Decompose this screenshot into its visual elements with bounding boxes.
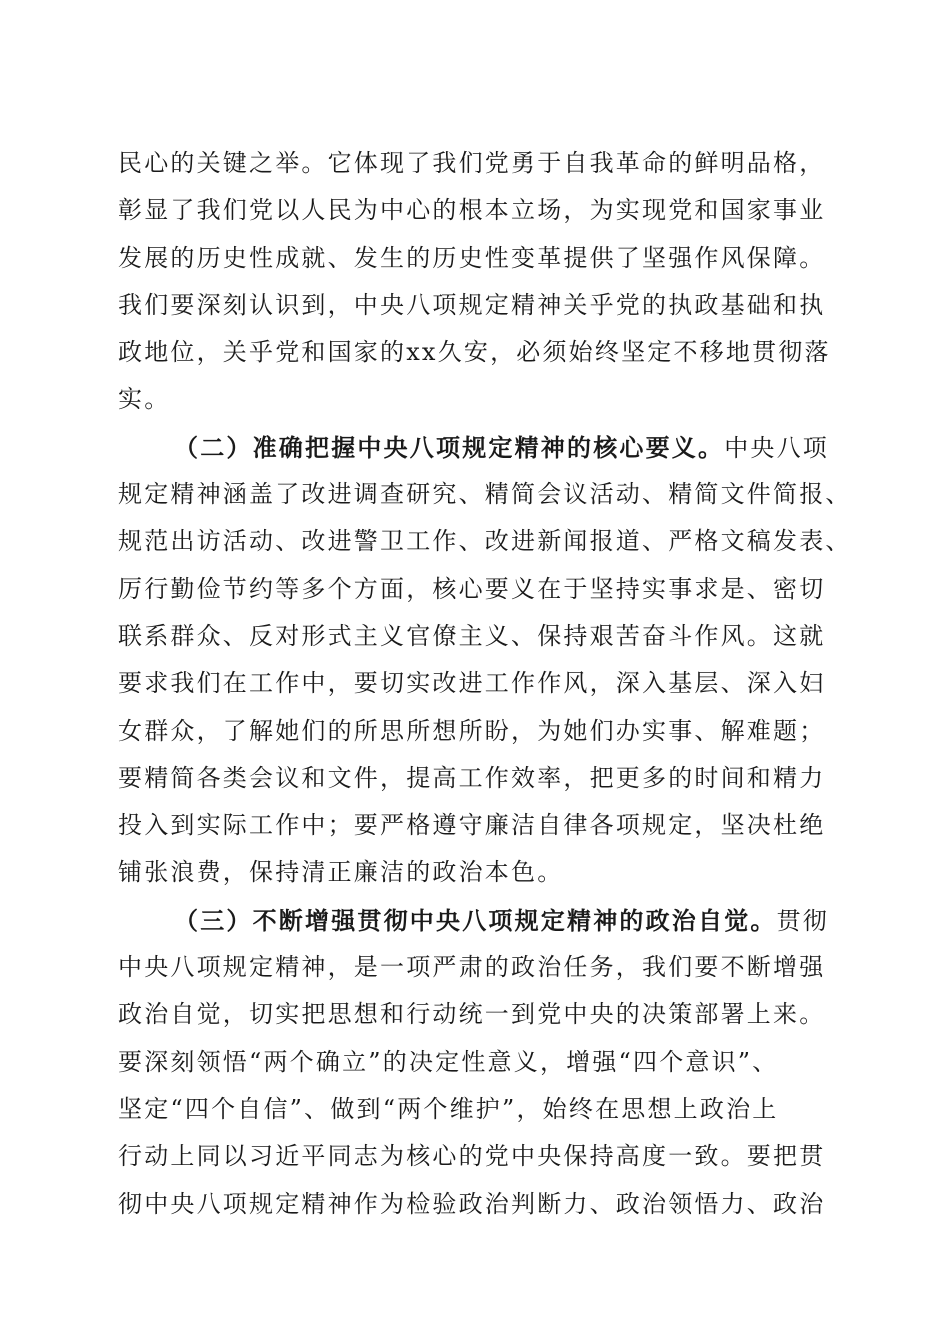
paragraph-first-line (118, 424, 838, 471)
section-heading: （三）不断增强贯彻中央八项规定精神的政治自觉。 (174, 905, 777, 935)
text-line: 彰显了我们党以人民为中心的根本立场，为实现党和国家事业 (118, 196, 826, 225)
text-line: 联系群众、反对形式主义官僚主义、保持艰苦奋斗作风。这就 (118, 621, 826, 650)
text-line: 我们要深刻认识到，中央八项规定精神关乎党的执政基础和执 (118, 290, 826, 319)
text-line: 投入到实际工作中；要严格遵守廉洁自律各项规定，坚决杜绝 (118, 811, 826, 840)
text-line: 实。 (118, 385, 171, 414)
text-line: 要求我们在工作中，要切实改进工作作风，深入基层、深入妇 (118, 669, 826, 698)
text-line: 中央八项规定精神，是一项严肃的政治任务，我们要不断增强 (118, 953, 826, 982)
text-line: 女群众，了解她们的所思所想所盼，为她们办实事、解难题； (118, 716, 826, 745)
text-line: 政治自觉，切实把思想和行动统一到党中央的决策部署上来。 (118, 1000, 826, 1029)
text-line: 民心的关键之举。它体现了我们党勇于自我革命的鲜明品格， (118, 149, 826, 177)
text-line: 规范出访活动、改进警卫工作、改进新闻报道、严格文稿发表、 (118, 527, 852, 556)
text-line: 发展的历史性成就、发生的历史性变革提供了坚强作风保障。 (118, 243, 826, 272)
text-line: 政地位，关乎党和国家的xx久安，必须始终坚定不移地贯彻落 (118, 338, 831, 367)
text-line: 要深刻领悟“两个确立”的决定性意义，增强“四个意识”、 (118, 1047, 779, 1076)
text-line: 规定精神涵盖了改进调查研究、精简会议活动、精简文件简报、 (118, 480, 852, 509)
text-run: 中央八项 (724, 433, 830, 462)
text-line: 厉行勤俭节约等多个方面，核心要义在于坚持实事求是、密切 (118, 574, 826, 603)
text-line: 行动上同以习近平同志为核心的党中央保持高度一致。要把贯 (118, 1142, 826, 1171)
document-body (118, 140, 852, 1228)
text-line: 坚定“四个自信”、做到“两个维护”，始终在思想上政治上 (118, 1094, 779, 1123)
text-line: 铺张浪费，保持清正廉洁的政治本色。 (118, 858, 564, 887)
text-run: 贯彻 (776, 906, 830, 935)
text-line: 要精简各类会议和文件，提高工作效率，把更多的时间和精力 (118, 763, 826, 792)
paragraph-first-line (118, 897, 838, 944)
text-line: 彻中央八项规定精神作为检验政治判断力、政治领悟力、政治 (118, 1189, 826, 1218)
section-heading: （二）准确把握中央八项规定精神的核心要义。 (174, 432, 725, 462)
